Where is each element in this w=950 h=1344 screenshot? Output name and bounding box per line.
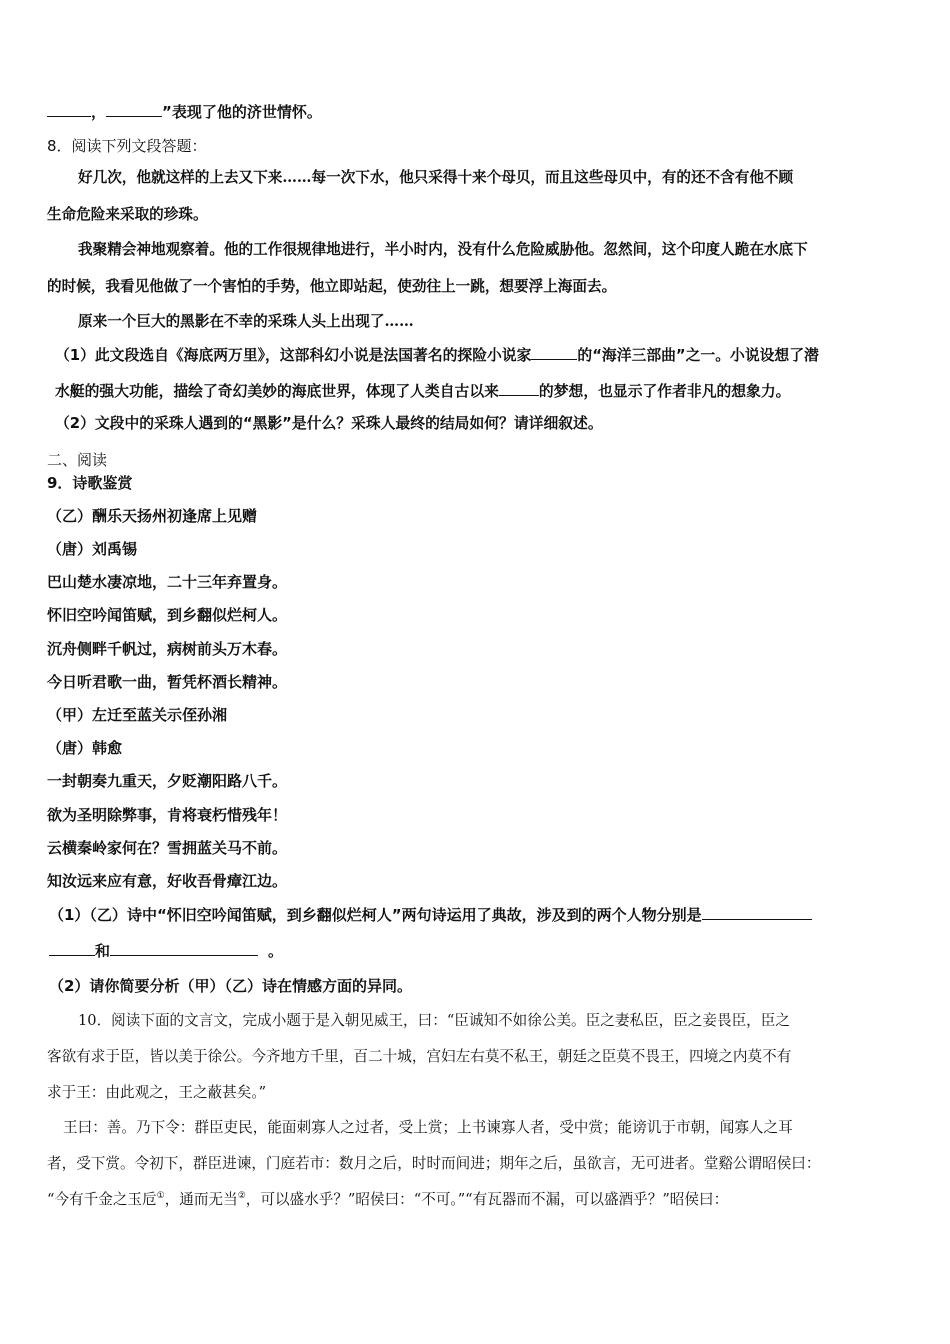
- answer-blank[interactable]: [531, 345, 577, 360]
- poem-line: 欲为圣明除弊事，肯将衰朽惜残年！: [47, 806, 288, 824]
- q8-title: 8．阅读下列文段答题：: [47, 137, 207, 155]
- poem-title: （甲）左迁至蓝关示侄孙湘: [47, 706, 228, 724]
- q10-passage-line: 客欲有求于臣，皆以美于徐公。今齐地方千里，百二十城，宫妇左右莫不私王，朝廷之臣莫不畏王，四境之内莫不有: [47, 1048, 792, 1065]
- footnote-marker: ①: [156, 1191, 165, 1202]
- poem-line: 知汝远来应有意，好收吾骨瘴江边。: [47, 872, 288, 890]
- poem-title: （乙）酬乐天扬州初逢席上见赠: [47, 507, 258, 525]
- q8-passage-line: 原来一个巨大的黑影在不幸的采珠人头上出现了……: [78, 313, 414, 330]
- poem-line: 巴山楚水凄凉地，二十三年弃置身。: [47, 573, 288, 591]
- footnote-marker: ②: [237, 1191, 246, 1202]
- poem-line: 云横秦岭家何在？雪拥蓝关马不前。: [47, 839, 288, 857]
- q9-question-1-line: （1）（乙）诗中“怀旧空吟闻笛赋，到乡翻似烂柯人”两句诗运用了典故，涉及到的两个人物分别是: [49, 905, 812, 925]
- poem-line: 一封朝奏九重天，夕贬潮阳路八千。: [47, 772, 288, 790]
- q9-question-1-line: 和 。: [49, 941, 283, 961]
- q8-passage-line: 我聚精会神地观察着。他的工作很规律地进行，半小时内，没有什么危险威胁他。忽然间，这个印度人跪在水底下: [78, 241, 808, 258]
- q9-title: 9．诗歌鉴赏: [47, 474, 133, 492]
- q7-answer-line-tail: ， ”表现了他的济世情怀。: [47, 102, 322, 122]
- q8-question-1-line: 水艇的强大功能，描绘了奇幻美妙的海底世界，体现了人类自古以来 的梦想，也显示了作者非凡的想象力。: [55, 383, 791, 400]
- poem-author: （唐）刘禹锡: [47, 540, 138, 558]
- q10-passage-line: 者，受下赏。令初下，群臣进谏，门庭若市：数月之后，时时而间进；期年之后，虽欲言，无可进者。堂谿公谓昭侯曰：: [47, 1155, 821, 1172]
- answer-blank[interactable]: [106, 102, 162, 117]
- q8-question-2: （2）文段中的采珠人遇到的“黑影”是什么？采珠人最终的结局如何？请详细叙述。: [55, 415, 603, 432]
- poem-line: 今日听君歌一曲，暂凭杯酒长精神。: [47, 673, 288, 691]
- q8-passage-line: 生命危险来采取的珍珠。: [47, 206, 208, 223]
- q10-passage-line: “今有千金之玉卮①，通而无当②，可以盛水乎？”昭侯曰：“不可。”“有瓦器而不漏，可以盛酒乎？”昭侯曰：: [47, 1191, 729, 1208]
- q8-passage-line: 的时候，我看见他做了一个害怕的手势，他立即站起，使劲往上一跳，想要浮上海面去。: [47, 278, 617, 295]
- poem-line: 怀旧空吟闻笛赋，到乡翻似烂柯人。: [47, 606, 288, 624]
- q10-passage-line: 王曰：善。乃下令：群臣吏民，能面刺寡人之过者，受上赏；上书谏寡人者，受中赏；能谤讥于市朝，闻寡人之耳: [63, 1119, 793, 1136]
- q9-question-2: （2）请你简要分析（甲）（乙）诗在情感方面的异同。: [49, 977, 412, 995]
- q8-question-1-line: （1）此文段选自《海底两万里》，这部科幻小说是法国著名的探险小说家 的“海洋三部曲”之一。小说设想了潜: [55, 347, 819, 364]
- q10-passage-line: 10．阅读下面的文言文，完成小题于是入朝见威王，曰：“臣诚知不如徐公美。臣之妻私臣，臣之妾畏臣，臣之: [78, 1012, 790, 1029]
- answer-blank[interactable]: [110, 941, 258, 956]
- section-heading: 二、阅读: [47, 451, 108, 469]
- poem-author: （唐）韩愈: [47, 739, 123, 757]
- poem-line: 沉舟侧畔千帆过，病树前头万木春。: [47, 640, 288, 658]
- answer-blank[interactable]: [49, 941, 95, 956]
- answer-blank[interactable]: [499, 381, 539, 396]
- answer-blank[interactable]: [47, 102, 91, 117]
- q10-passage-line: 求于王：由此观之，王之蔽甚矣。”: [47, 1084, 267, 1101]
- q8-passage-line: 好几次，他就这样的上去又下来……每一次下水，他只采得十来个母贝，而且这些母贝中，有的还不含有他不顾: [78, 169, 794, 186]
- answer-blank[interactable]: [702, 905, 812, 920]
